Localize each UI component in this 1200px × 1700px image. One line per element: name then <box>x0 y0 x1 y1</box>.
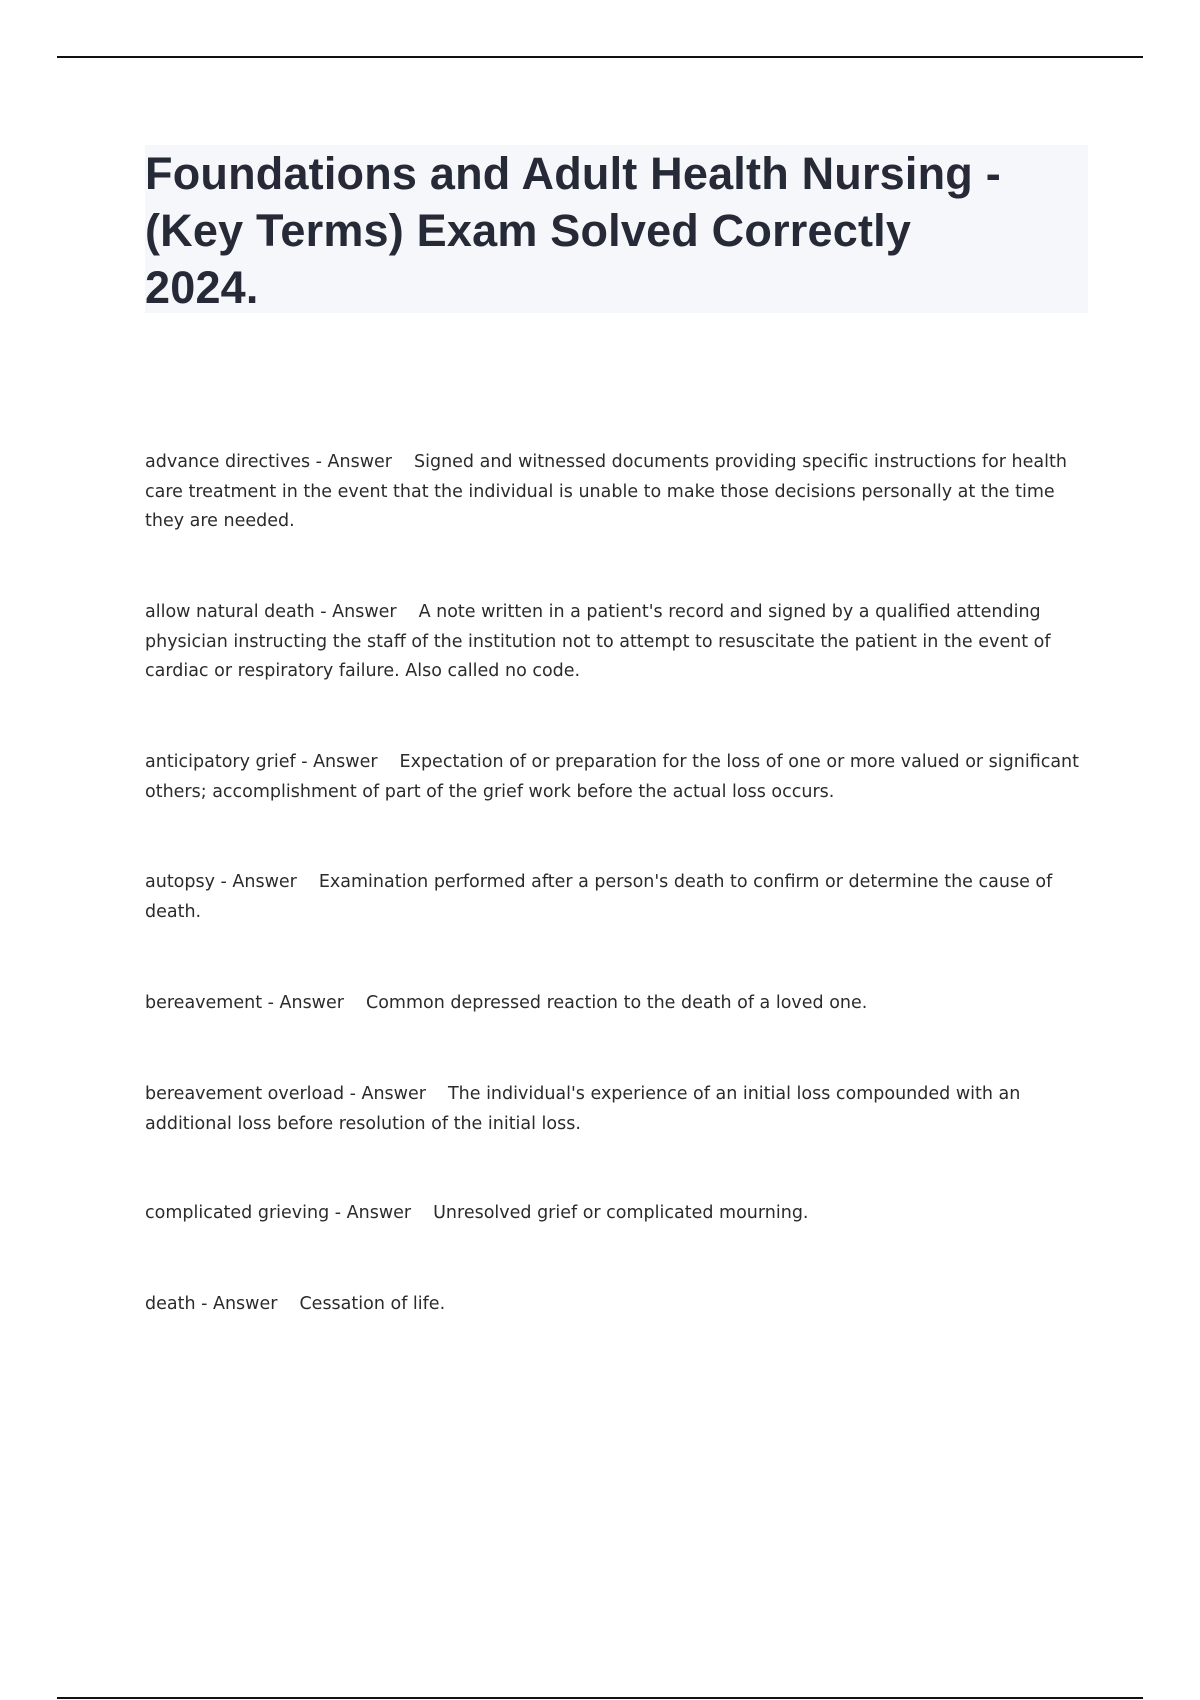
entry-definition: The individual's experience of an initial loss compounded with an additional loss before resolution of the initial loss. <box>145 1084 1021 1134</box>
title-banner <box>145 145 1088 313</box>
list-item <box>145 1199 1090 1229</box>
entry-definition: A note written in a patient's record and signed by a qualified attending physician instructing the staff of the institution not to attempt to resuscitate the patient in the event of cardiac or respiratory failure. Also called no code. <box>145 602 1051 681</box>
top-divider <box>57 56 1143 58</box>
entry-definition: Unresolved grief or complicated mourning. <box>433 1203 809 1223</box>
list-item <box>145 748 1090 807</box>
list-item <box>145 1290 1090 1320</box>
entry-definition: Expectation of or preparation for the loss of one or more valued or significant others; accomplishment of part of the grief work before the actual loss occurs. <box>145 752 1080 802</box>
entry-term: death - Answer <box>145 1294 278 1314</box>
list-item <box>145 1080 1090 1139</box>
list-item <box>145 598 1090 687</box>
entry-term: anticipatory grief - Answer <box>145 752 378 772</box>
entry-definition: Examination performed after a person's death to confirm or determine the cause of death. <box>145 872 1053 922</box>
entry-term: advance directives - Answer <box>145 452 392 472</box>
entry-definition: Cessation of life. <box>299 1294 446 1314</box>
document-title: Foundations and Adult Health Nursing - (Key Terms) Exam Solved Correctly 2024. <box>145 148 1001 313</box>
list-item <box>145 989 1090 1019</box>
entry-term: bereavement - Answer <box>145 993 344 1013</box>
list-item <box>145 448 1090 537</box>
entry-term: complicated grieving - Answer <box>145 1203 412 1223</box>
entry-term: autopsy - Answer <box>145 872 297 892</box>
list-item <box>145 868 1090 927</box>
entry-definition: Common depressed reaction to the death of a loved one. <box>365 993 868 1013</box>
entry-term: bereavement overload - Answer <box>145 1084 426 1104</box>
entry-term: allow natural death - Answer <box>145 602 397 622</box>
bottom-divider <box>57 1697 1143 1699</box>
entry-definition: Signed and witnessed documents providing specific instructions for health care treatment in the event that the individual is unable to make those decisions personally at the time they are needed. <box>145 452 1067 531</box>
